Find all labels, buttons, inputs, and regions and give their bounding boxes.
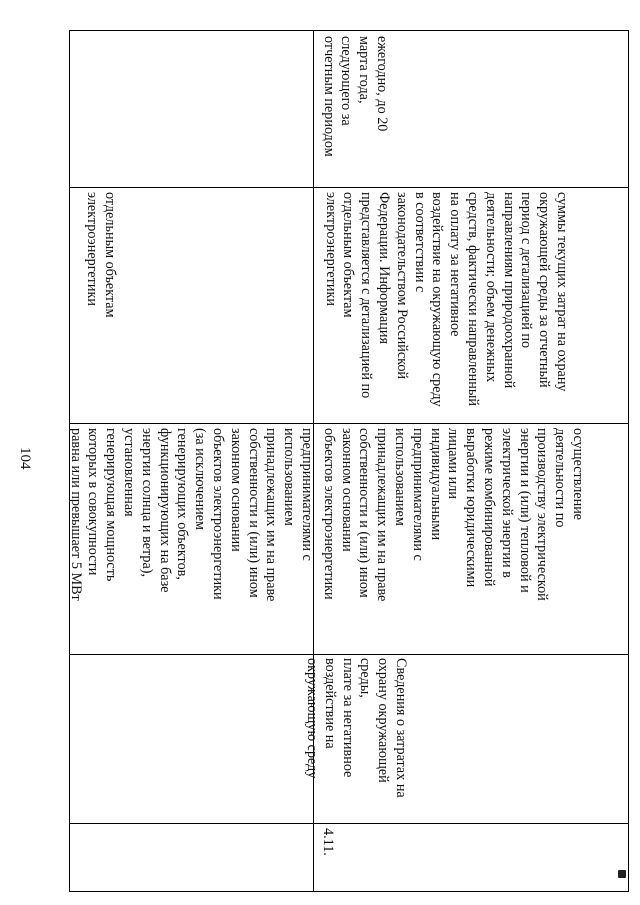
scan-mark (618, 870, 626, 878)
row-deadline: ежегодно, до 20 марта года, следующего за отчетным периодом (320, 36, 390, 157)
page-number: 104 (17, 447, 33, 470)
prev-row-content: отдельным объектам электроэнергетики (84, 192, 118, 318)
row-subjects: осуществление деятельности по производству электрической энергии и (или) тепловой и электрической энергии в режиме комбинированной выработки юридическими лицами или индивидуальными предпринимателями с использованием принадлежащих им на праве собственности и (или) ином законном основании объектов электроэнергетики (320, 428, 586, 602)
prev-row-subjects: предпринимателями с использованием принадлежащих им на праве собственности и (или) ином законном основании объектов электроэнергетики (за исключением генерирующих объектов, функционирующих на базе энергии солнца и ветра), установленная генерирующая мощность которых в совокупности равна или превышает 5 МВт (67, 428, 315, 602)
table-border-bottom (69, 891, 629, 892)
row-content: суммы текущих затрат на охрану окружающей среды за отчетный период с детализацией по направлениям природоохранной деятельности; объем денежных средств, фактически направленный на оплату за негативное воздействие на окружающую среду в соответствии с законодательством Российской Федерации. Информация представляется с детализацией по отдельным объектам электроэнергетики (322, 192, 570, 407)
table-border-top (69, 30, 629, 31)
row-name: Сведения о затратах на охрану окружающей среды, плате за негативное воздействие на окружающую среду (304, 658, 409, 798)
table-border-right (628, 30, 629, 892)
column-line-content (69, 423, 629, 424)
column-line-subjects (69, 654, 629, 655)
column-line-deadline (69, 187, 629, 188)
column-line-name (69, 823, 629, 824)
row-number: 4.11. (320, 828, 336, 856)
